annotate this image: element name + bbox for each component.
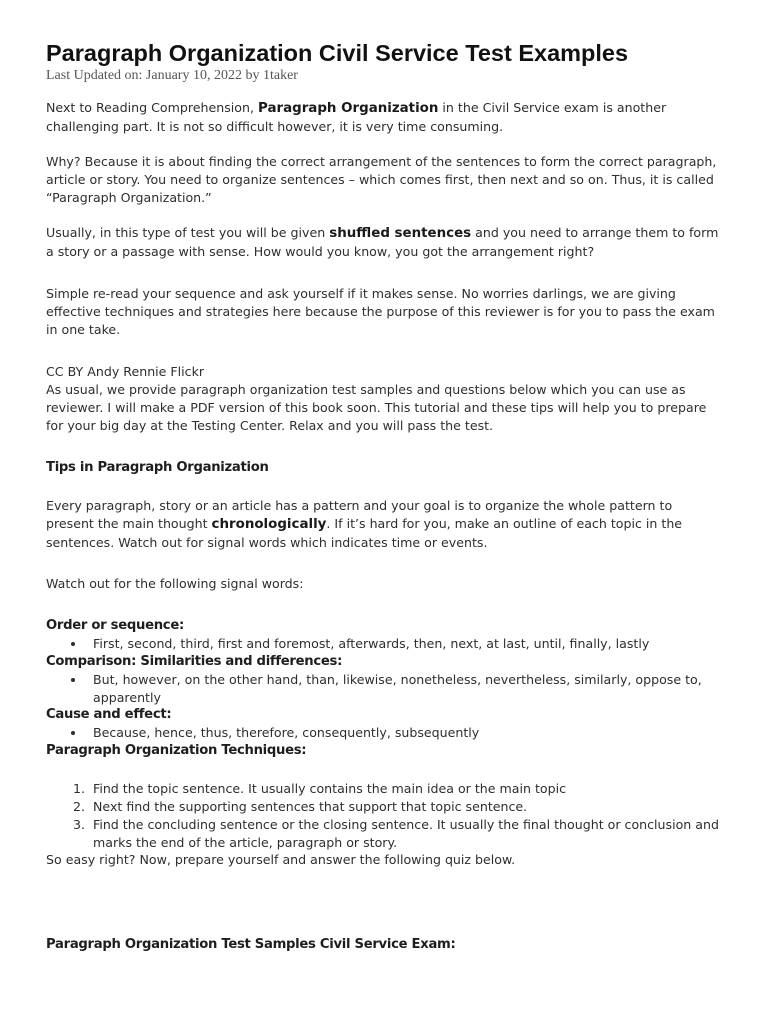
image-credit: CC BY Andy Rennie Flickr	[46, 364, 205, 379]
emphasis-paragraph-organization: Paragraph Organization	[257, 101, 439, 116]
page-title: Paragraph Organization Civil Service Test Examples	[46, 40, 629, 66]
pattern-paragraph: Every paragraph, story or an article has a pattern and your goal is to organize the whole pattern to present the main thought chronologically. If it’s hard for you, make an outline of each topic in the sentences. Watch out for signal words which indicates time or events.	[46, 498, 683, 550]
list-number: 2.	[72, 799, 85, 814]
easy-right-paragraph: So easy right? Now, prepare yourself and answer the following quiz below.	[46, 852, 516, 867]
list-item: First, second, third, first and foremost, afterwards, then, next, at last, until, finally, lastly	[93, 635, 723, 653]
comparison-heading: Comparison: Similarities and differences:	[46, 654, 343, 669]
why-paragraph: Why? Because it is about finding the correct arrangement of the sentences to form the correct paragraph, article or story. You need to organize sentences – which comes first, then next and so on. Thus, it is called “Paragraph Organization.”	[46, 154, 717, 205]
list-item: Because, hence, thus, therefore, consequently, subsequently	[93, 724, 723, 742]
intro-paragraph: Next to Reading Comprehension, Paragraph Organization in the Civil Service exam is another challenging part. It is not so difficult however, it is very time consuming.	[46, 100, 667, 134]
cause-heading: Cause and effect:	[46, 707, 172, 722]
samples-heading: Paragraph Organization Test Samples Civil Service Exam:	[46, 937, 456, 952]
usually-paragraph: Usually, in this type of test you will be given shuffled sentences and you need to arrange them to form a story or a passage with sense. How would you know, you got the arrangement right?	[46, 225, 719, 259]
emphasis-chronologically: chronologically	[211, 516, 327, 532]
bullet-icon	[71, 642, 75, 646]
signal-words-intro: Watch out for the following signal words:	[46, 576, 304, 591]
emphasis-shuffled-sentences: shuffled sentences	[329, 226, 472, 241]
techniques-heading: Paragraph Organization Techniques:	[46, 743, 307, 758]
reread-paragraph: Simple re-read your sequence and ask yourself if it makes sense. No worries darlings, we are giving effective techniques and strategies here because the purpose of this reviewer is for you to pass the exam in one take.	[46, 286, 715, 337]
list-item: 1. Find the topic sentence. It usually contains the main idea or the main topic	[93, 780, 723, 798]
tips-heading: Tips in Paragraph Organization	[46, 460, 269, 475]
list-item: 2. Next find the supporting sentences that support that topic sentence.	[93, 798, 723, 816]
order-heading: Order or sequence:	[46, 618, 184, 633]
bullet-icon	[71, 731, 75, 735]
list-item: But, however, on the other hand, than, likewise, nonetheless, nevertheless, similarly, oppose to, apparently	[93, 671, 723, 707]
list-number: 1.	[72, 781, 85, 796]
as-usual-paragraph: As usual, we provide paragraph organization test samples and questions below which you can use as reviewer. I will make a PDF version of this book soon. This tutorial and these tips will help you to prepare for your big day at the Testing Center. Relax and you will pass the test.	[46, 382, 707, 433]
last-updated: Last Updated on: January 10, 2022 by 1taker	[46, 68, 298, 83]
bullet-icon	[71, 678, 75, 682]
list-number: 3.	[72, 817, 85, 832]
list-item: 3. Find the concluding sentence or the closing sentence. It usually the final thought or conclusion and marks the end of the article, paragraph or story.	[93, 816, 723, 852]
